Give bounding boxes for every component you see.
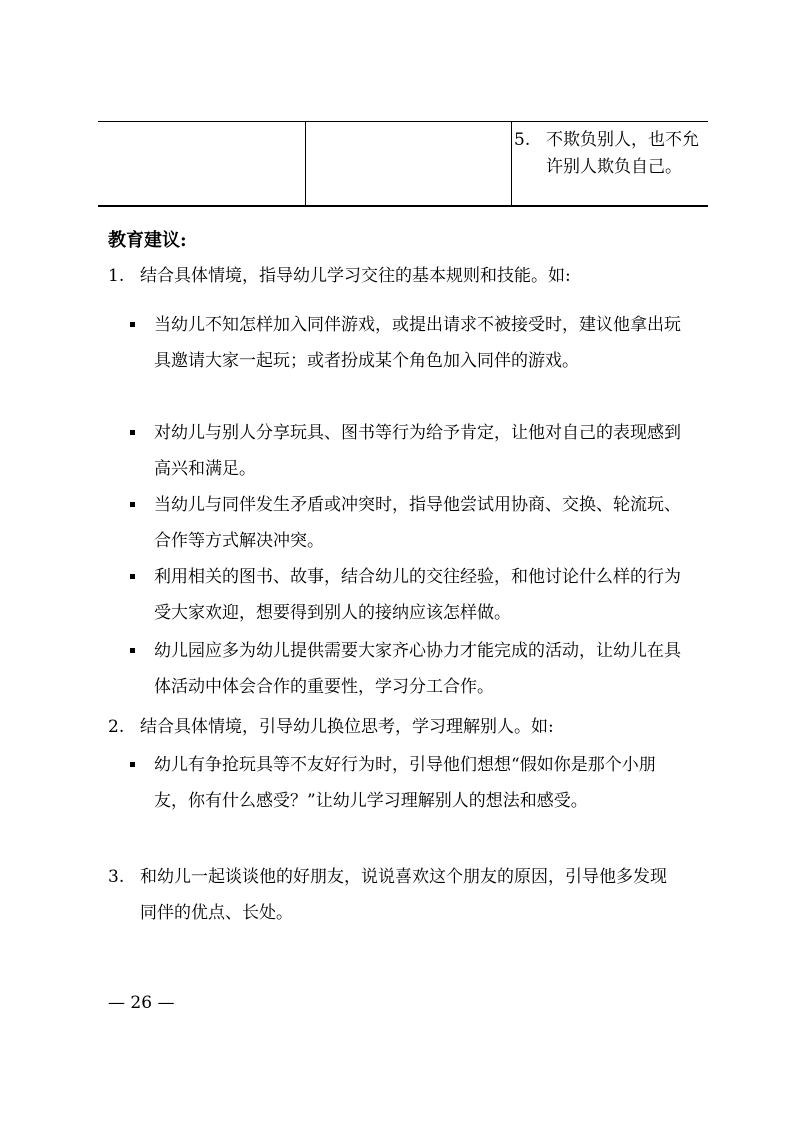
table-top-rule xyxy=(98,121,708,122)
item-text: 结合具体情境，引导幼儿换位思考，学习理解别人。如: xyxy=(140,717,554,737)
table-bottom-rule xyxy=(98,205,708,207)
bullet-text: 利用相关的图书、故事，结合幼儿的交往经验，和他讨论什么样的行为受大家欢迎，想要得到别人的接纳应该怎样做。 xyxy=(154,567,681,623)
item-number: 3. xyxy=(108,867,125,887)
bullet-square-icon xyxy=(130,762,135,767)
item-number: 1. xyxy=(108,266,125,286)
section-heading: 教育建议: xyxy=(108,230,187,251)
suggestion-item-1 xyxy=(108,258,708,294)
bullet-text: 幼儿有争抢玩具等不友好行为时，引导他们想想“假如你是那个小朋友，你有什么感受？”让幼儿学习理解别人的想法和感受。 xyxy=(154,755,656,811)
table-column-divider xyxy=(305,121,306,206)
item-text: 和幼儿一起谈谈他的好朋友，说说喜欢这个朋友的原因，引导他多发现同伴的优点、长处。 xyxy=(140,867,667,923)
item-number: 2. xyxy=(108,717,125,737)
bullet-square-icon xyxy=(130,502,135,507)
suggestion-item-2 xyxy=(108,709,708,745)
bullet-text: 当幼儿不知怎样加入同伴游戏，或提出请求不被接受时，建议他拿出玩具邀请大家一起玩；或者扮成某个角色加入同伴的游戏。 xyxy=(154,315,681,371)
item-text: 结合具体情境，指导幼儿学习交往的基本规则和技能。如: xyxy=(140,266,571,286)
page-number: — 26 — xyxy=(108,993,175,1013)
suggestion-item-3 xyxy=(108,859,708,931)
bullet-text: 幼儿园应多为幼儿提供需要大家齐心协力才能完成的活动，让幼儿在具体活动中体会合作的重要性，学习分工合作。 xyxy=(154,641,681,697)
bullet-square-icon xyxy=(130,574,135,579)
table-item-number: 5. xyxy=(514,130,531,150)
bullet-square-icon xyxy=(130,322,135,327)
bullet-text: 对幼儿与别人分享玩具、图书等行为给予肯定，让他对自己的表现感到高兴和满足。 xyxy=(154,423,681,479)
table-column-divider xyxy=(511,121,512,206)
bullet-square-icon xyxy=(130,648,135,653)
table-fragment xyxy=(98,121,708,208)
bullet-square-icon xyxy=(130,430,135,435)
bullet-text: 当幼儿与同伴发生矛盾或冲突时，指导他尝试用协商、交换、轮流玩、合作等方式解决冲突。 xyxy=(154,495,681,551)
table-item-text: 不欺负别人，也不允许别人欺负自己。 xyxy=(546,130,699,177)
